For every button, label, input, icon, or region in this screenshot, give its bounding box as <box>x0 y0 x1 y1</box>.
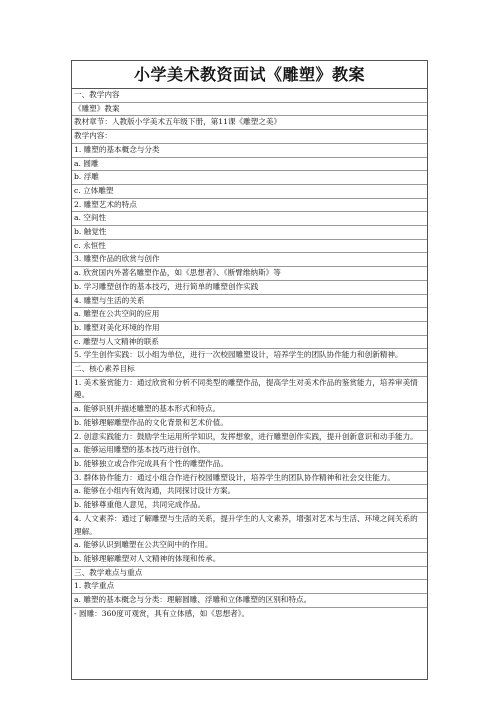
document-line: a. 圆雕 <box>72 158 427 172</box>
document-line: a. 欣赏国内外著名雕塑作品，如《思想者》、《断臂维纳斯》等 <box>72 267 427 281</box>
lesson-plan-rows <box>72 89 427 620</box>
document-line: b. 能够理解雕塑对人文精神的体现和传承。 <box>72 553 427 567</box>
document-line: 5. 学生创作实践：以小组为单位，进行一次校园雕塑设计，培养学生的团队协作能力和创新精神。 <box>72 349 427 363</box>
document-line: b. 能够尊重他人意见，共同完成作品。 <box>72 499 427 513</box>
document-line: 二、核心素养目标 <box>72 363 427 377</box>
document-line: 3. 群体协作能力：通过小组合作进行校园雕塑设计，培养学生的团队协作精神和社会交往能力。 <box>72 472 427 486</box>
document-title: 小学美术教资面试《雕塑》教案 <box>72 61 427 89</box>
document-line: a. 能够认识到雕塑在公共空间中的作用。 <box>72 539 427 553</box>
document-line: 教材章节：人教版小学美术五年级下册，第11课《雕塑之美》 <box>72 116 427 130</box>
document-line: 1. 美术鉴赏能力：通过欣赏和分析不同类型的雕塑作品，提高学生对美术作品的鉴赏能力，培养审美情趣。 <box>72 377 427 403</box>
document-line: 2. 雕塑艺术的特点 <box>72 199 427 213</box>
document-line: b. 能够理解雕塑作品的文化背景和艺术价值。 <box>72 417 427 431</box>
document-line: a. 雕塑的基本概念与分类：理解圆雕、浮雕和立体雕塑的区别和特点。 <box>72 594 427 608</box>
document-line: - 圆雕：360度可观赏，具有立体感，如《思想者》。 <box>74 608 250 618</box>
document-line: b. 学习雕塑创作的基本技巧，进行简单的雕塑创作实践 <box>72 281 427 295</box>
document-line: b. 触觉性 <box>72 226 427 240</box>
document-line: c. 永恒性 <box>72 240 427 254</box>
document-line: a. 能够在小组内有效沟通，共同探讨设计方案。 <box>72 485 427 499</box>
document-line: a. 雕塑在公共空间的应用 <box>72 308 427 322</box>
document-line: 2. 创意实践能力：鼓励学生运用所学知识，发挥想象，进行雕塑创作实践，提升创新意识和动手能力。 <box>72 431 427 445</box>
document-line: b. 浮雕 <box>72 171 427 185</box>
document-line: b. 雕塑对美化环境的作用 <box>72 322 427 336</box>
document-line: a. 能够运用雕塑的基本技巧进行创作。 <box>72 444 427 458</box>
document-line: c. 立体雕塑 <box>72 185 427 199</box>
document-line: 4. 雕塑与生活的关系 <box>72 295 427 309</box>
document-line: 教学内容： <box>72 130 427 144</box>
document-line: 1. 雕塑的基本概念与分类 <box>72 144 427 158</box>
document-line: a. 空间性 <box>72 212 427 226</box>
document-line: 《雕塑》教案 <box>72 103 427 117</box>
document-line: 3. 雕塑作品的欣赏与创作 <box>72 253 427 267</box>
document-line: b. 能够独立或合作完成具有个性的雕塑作品。 <box>72 458 427 472</box>
document-line: 三、教学难点与重点 <box>72 567 427 581</box>
document-line: 1. 教学重点 <box>72 580 427 594</box>
lesson-plan-table <box>71 60 428 680</box>
document-line: 一、教学内容 <box>72 89 427 103</box>
document-line: a. 能够识别并描述雕塑的基本形式和特点。 <box>72 403 427 417</box>
document-line: 4. 人文素养：通过了解雕塑与生活的关系，提升学生的人文素养，增强对艺术与生活、环境之间关系的理解。 <box>72 513 427 539</box>
document-line: c. 雕塑与人文精神的联系 <box>72 336 427 350</box>
